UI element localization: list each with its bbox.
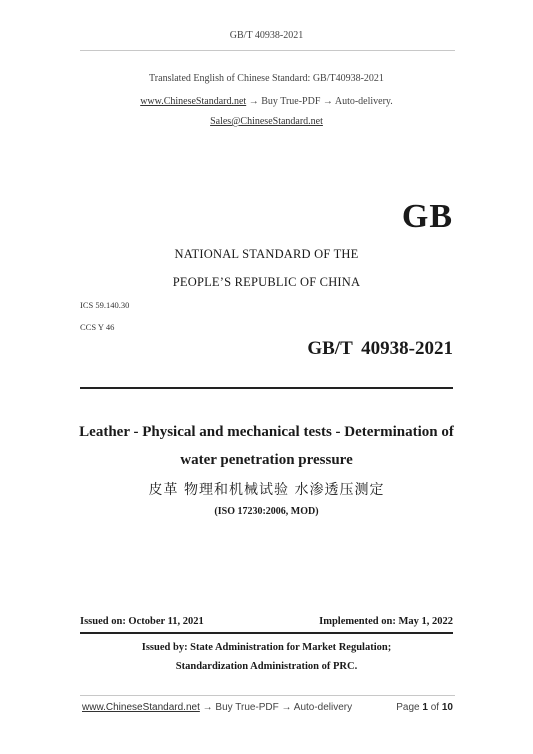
buy-text: → Buy True-PDF → Auto-delivery. <box>248 96 393 107</box>
dates-row <box>80 616 453 627</box>
header-rule <box>80 50 455 51</box>
page-footer <box>82 702 453 713</box>
email-link[interactable]: Sales@ChineseStandard.net <box>210 116 323 127</box>
of-label: of <box>430 702 440 713</box>
page-total: 10 <box>441 702 453 713</box>
site-link[interactable]: www.ChineseStandard.net <box>140 96 247 107</box>
translated-notice: Translated English of Chinese Standard: GB/T40938-2021 <box>149 73 384 84</box>
title-line1: Leather - Physical and mechanical tests - Determination of <box>79 424 454 440</box>
footer-site-link[interactable]: www.ChineseStandard.net <box>82 702 200 713</box>
issued-by-line2: Standardization Administration of PRC. <box>175 661 358 672</box>
standard-code: GB/T 40938-2021 <box>307 338 453 359</box>
ics-code: ICS 59.140.30 <box>80 300 130 310</box>
implemented-on: Implemented on: May 1, 2022 <box>319 616 453 627</box>
title-line2: water penetration pressure <box>180 452 353 468</box>
title-rule <box>80 387 453 389</box>
issued-by-line1: Issued by: State Administration for Market Regulation; <box>141 642 392 653</box>
issued-on: Issued on: October 11, 2021 <box>80 616 204 627</box>
page-header-code: GB/T 40938-2021 <box>229 30 304 41</box>
ccs-code: CCS Y 46 <box>80 322 115 332</box>
email-line <box>0 116 533 127</box>
iso-reference: (ISO 17230:2006, MOD) <box>214 506 319 517</box>
page-indicator <box>396 702 453 713</box>
gb-mark: GB <box>401 198 453 235</box>
footer-rule <box>80 695 455 696</box>
page-number: 1 <box>422 702 428 713</box>
footer-buy-text: → Buy True-PDF → Auto-delivery <box>199 702 353 713</box>
dates-rule <box>80 632 453 634</box>
purchase-line <box>0 96 533 107</box>
title-chinese: 皮革 物理和机械试验 水渗透压测定 <box>148 482 385 498</box>
national-standard-line2: PEOPLE’S REPUBLIC OF CHINA <box>172 275 361 289</box>
page-label: Page <box>396 702 420 713</box>
national-standard-line1: NATIONAL STANDARD OF THE <box>174 247 359 261</box>
